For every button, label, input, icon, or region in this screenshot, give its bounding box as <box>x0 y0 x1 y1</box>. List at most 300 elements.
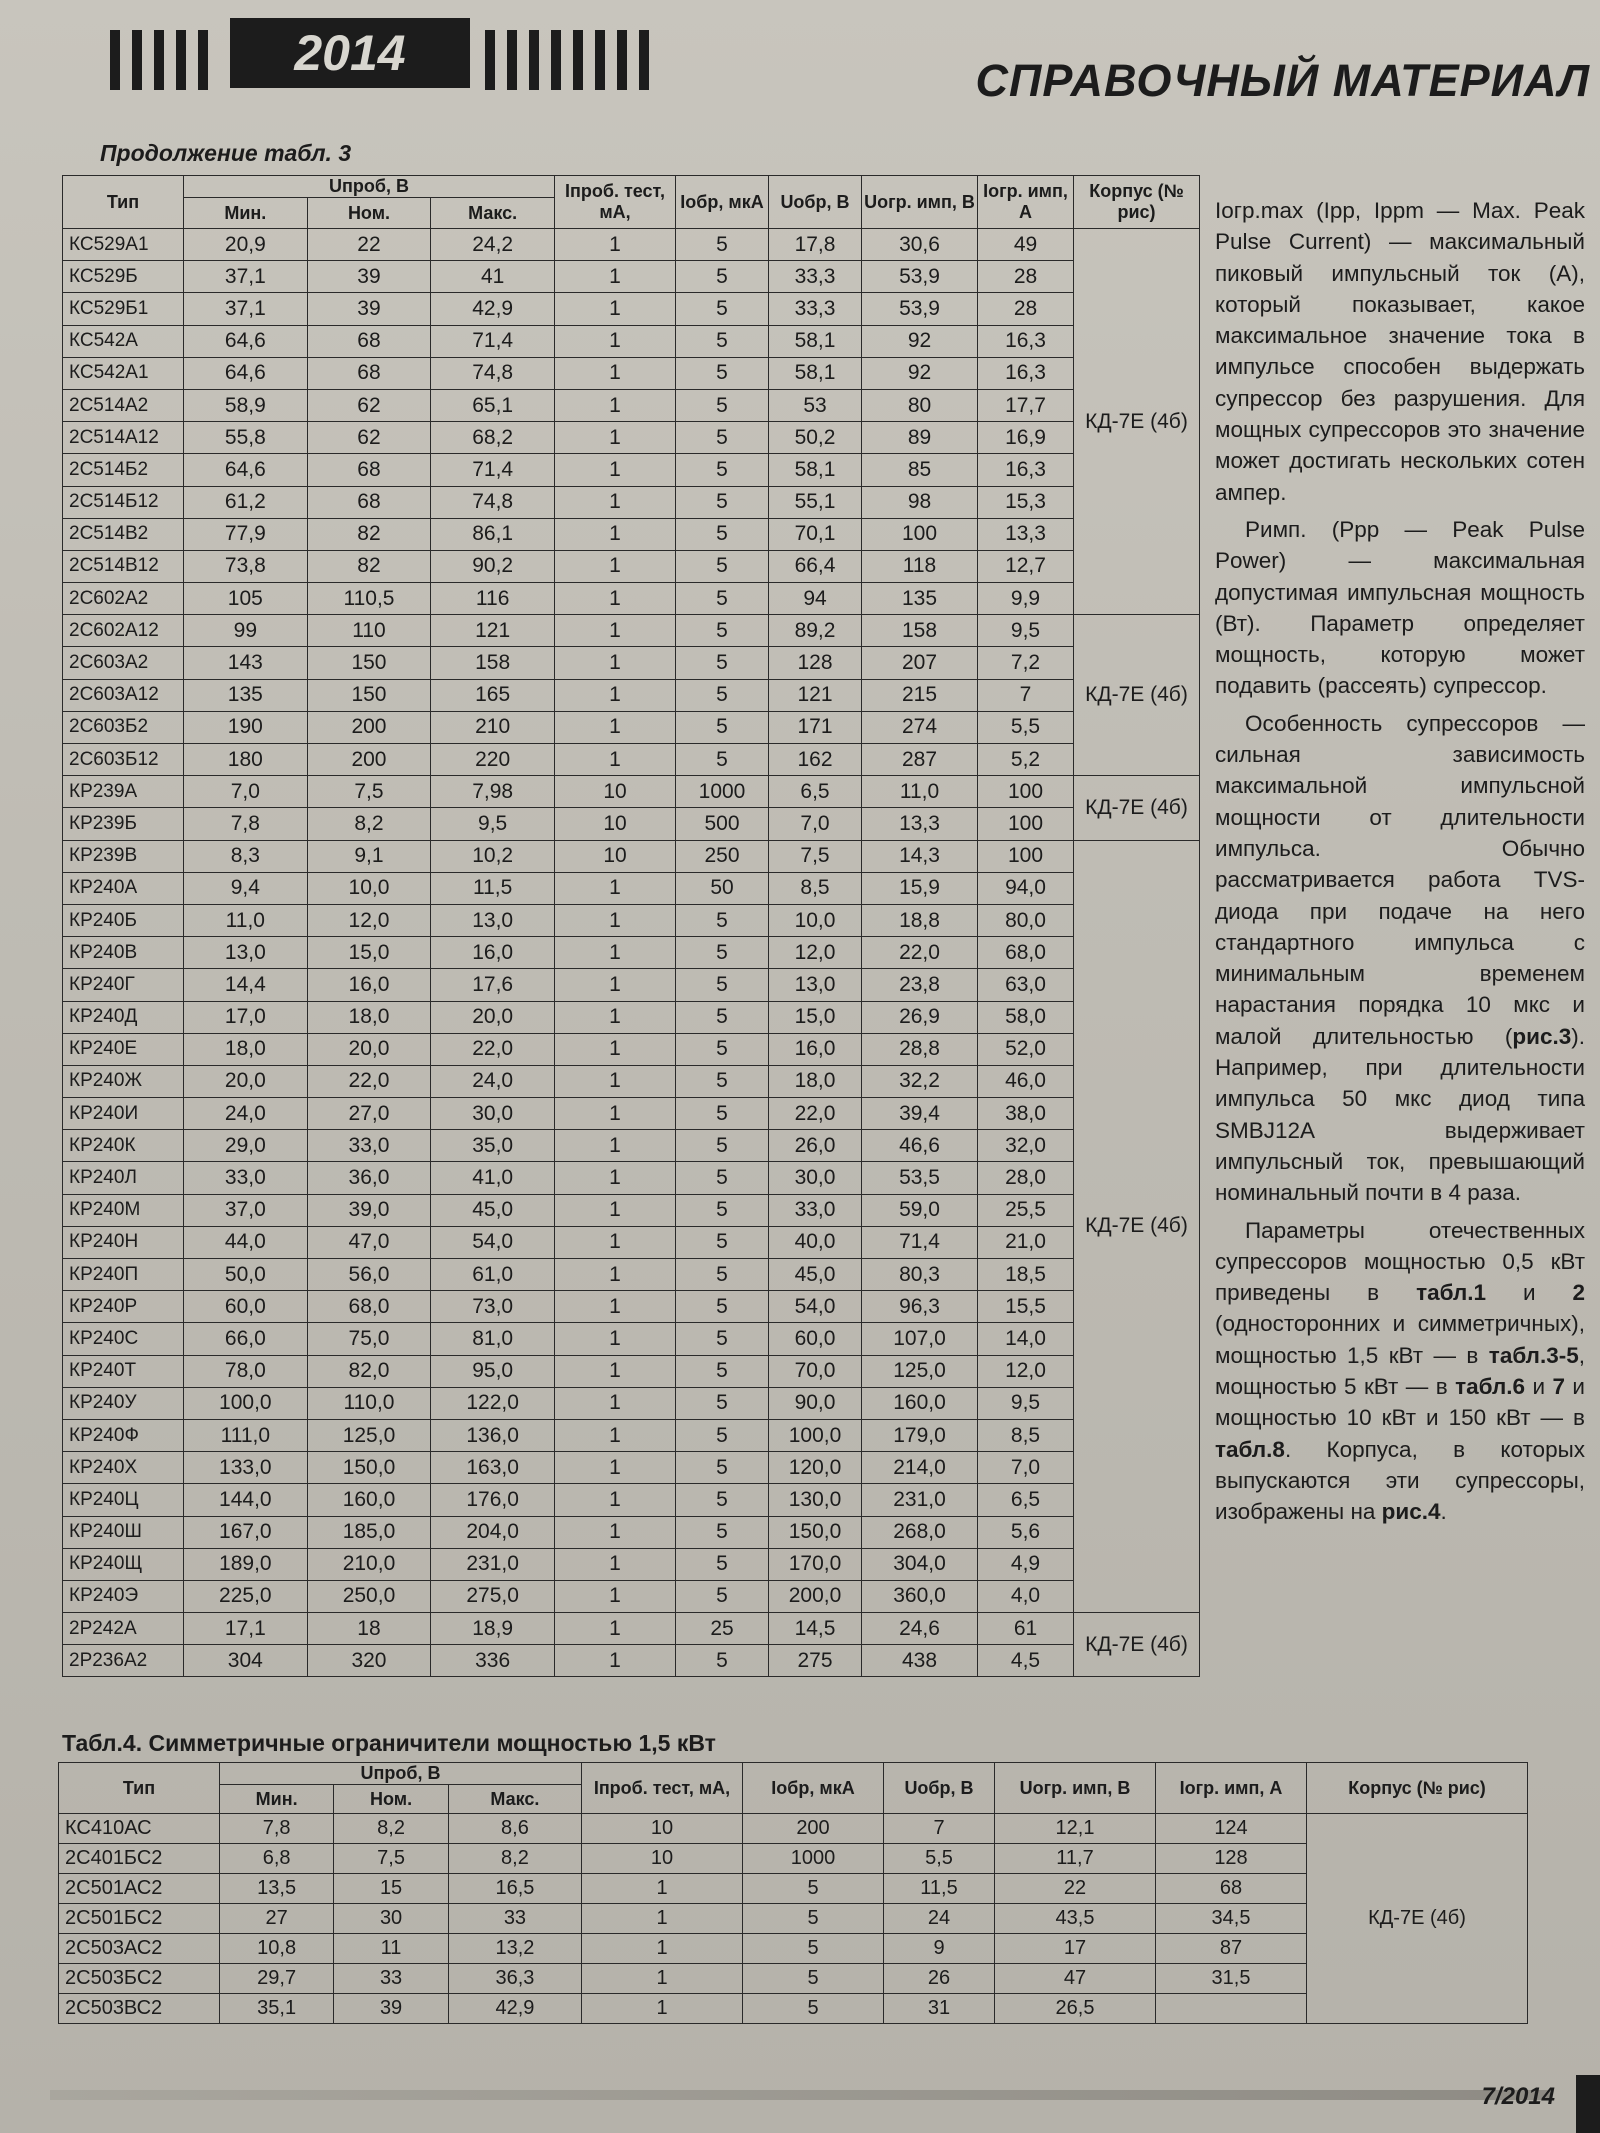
cell-value: 5 <box>676 1065 769 1097</box>
cell-value: 74,8 <box>431 357 555 389</box>
cell-value: 5 <box>676 293 769 325</box>
text-span: и <box>1486 1280 1573 1306</box>
cell-value: 7 <box>884 1814 995 1844</box>
cell-value: 7 <box>978 679 1074 711</box>
table-row <box>63 1484 1200 1516</box>
cell-value: 9,1 <box>307 840 431 872</box>
cell-value: 26,0 <box>769 1130 862 1162</box>
table-row <box>63 1452 1200 1484</box>
cell-value: 320 <box>307 1645 431 1677</box>
cell-value: 210,0 <box>307 1548 431 1580</box>
table3 <box>62 175 1200 1677</box>
cell-value: 37,1 <box>184 261 308 293</box>
cell-value: 7,5 <box>769 840 862 872</box>
cell-value: 58,9 <box>184 389 308 421</box>
table-row <box>63 1419 1200 1451</box>
cell-value <box>1156 1994 1307 2024</box>
issue-number: 7/2014 <box>1481 2083 1555 2110</box>
cell-value: 64,6 <box>184 325 308 357</box>
table-row <box>63 1033 1200 1065</box>
cell-value: 18,0 <box>184 1033 308 1065</box>
cell-value: 60,0 <box>184 1291 308 1323</box>
cell-value: 5 <box>676 1387 769 1419</box>
cell-value: 16,3 <box>978 357 1074 389</box>
cell-type: КР240М <box>63 1194 184 1226</box>
cell-value: 167,0 <box>184 1516 308 1548</box>
table-row <box>63 518 1200 550</box>
cell-value: 5 <box>676 229 769 261</box>
cell-value: 90,0 <box>769 1387 862 1419</box>
side-paragraph-3 <box>1215 708 1585 1209</box>
cell-value: 89 <box>862 422 978 454</box>
cell-value: 250,0 <box>307 1580 431 1612</box>
cell-value: 150 <box>307 647 431 679</box>
table-row <box>63 1194 1200 1226</box>
cell-value: 23,8 <box>862 969 978 1001</box>
cell-value: 65,1 <box>431 389 555 421</box>
table-row <box>63 1259 1200 1291</box>
cell-value: 18 <box>307 1613 431 1645</box>
cell-value: 5 <box>676 357 769 389</box>
cell-value: 62 <box>307 422 431 454</box>
cell-value: 44,0 <box>184 1226 308 1258</box>
cell-value: 1 <box>555 711 676 743</box>
cell-value: 6,5 <box>978 1484 1074 1516</box>
cell-value: 26,5 <box>995 1994 1156 2024</box>
cell-value: 11 <box>334 1934 449 1964</box>
cell-value: 7,0 <box>184 776 308 808</box>
cell-value: 5 <box>676 904 769 936</box>
cell-value: 15,3 <box>978 486 1074 518</box>
col-uprob: Uпроб, В <box>184 176 555 198</box>
cell-value: 66,4 <box>769 550 862 582</box>
cell-value: 90,2 <box>431 550 555 582</box>
cell-type: 2С603А12 <box>63 679 184 711</box>
cell-type: КР240Ц <box>63 1484 184 1516</box>
col-iobr: Iобр, мкА <box>676 176 769 229</box>
table-row <box>63 1580 1200 1612</box>
cell-value: 7,5 <box>307 776 431 808</box>
cell-value: 52,0 <box>978 1033 1074 1065</box>
cell-value: 56,0 <box>307 1259 431 1291</box>
cell-type: КС410АС <box>59 1814 220 1844</box>
cell-value: 225,0 <box>184 1580 308 1612</box>
cell-value: 200,0 <box>769 1580 862 1612</box>
cell-value: 92 <box>862 325 978 357</box>
cell-value: 1 <box>555 904 676 936</box>
cell-type: 2С514Б12 <box>63 486 184 518</box>
cell-value: 16,0 <box>431 937 555 969</box>
cell-value: 50,0 <box>184 1259 308 1291</box>
cell-value: 1 <box>555 1130 676 1162</box>
cell-type: 2С501БС2 <box>59 1904 220 1934</box>
table4 <box>58 1762 1528 2024</box>
cell-value: 32,0 <box>978 1130 1074 1162</box>
cell-value: 231,0 <box>431 1548 555 1580</box>
cell-value: 61,2 <box>184 486 308 518</box>
cell-value: 158 <box>862 615 978 647</box>
cell-value: 4,9 <box>978 1548 1074 1580</box>
cell-case: КД-7Е (4б) <box>1074 776 1200 840</box>
cell-value: 18,9 <box>431 1613 555 1645</box>
cell-value: 17,8 <box>769 229 862 261</box>
col-max: Макс. <box>448 1785 581 1814</box>
cell-value: 1 <box>582 1874 743 1904</box>
text-span: ). Например, при длительности импульса 50 мкс диод типа SMBJ12A выдерживает импульсный ток, превышающий номинальный почти в 4 раза. <box>1215 1023 1585 1206</box>
cell-case: КД-7Е (4б) <box>1074 840 1200 1613</box>
cell-value: 26,9 <box>862 1001 978 1033</box>
cell-value: 179,0 <box>862 1419 978 1451</box>
cell-value: 1000 <box>743 1844 884 1874</box>
cell-type: 2С603Б2 <box>63 711 184 743</box>
cell-value: 55,1 <box>769 486 862 518</box>
col-type: Тип <box>63 176 184 229</box>
cell-type: 2С602А2 <box>63 583 184 615</box>
cell-value: 5 <box>676 969 769 1001</box>
cell-value: 105 <box>184 583 308 615</box>
cell-value: 47,0 <box>307 1226 431 1258</box>
cell-value: 43,5 <box>995 1904 1156 1934</box>
cell-value: 13,5 <box>220 1874 334 1904</box>
cell-value: 37,1 <box>184 293 308 325</box>
cell-value: 150,0 <box>307 1452 431 1484</box>
cell-value: 1 <box>555 1548 676 1580</box>
cell-type: КР240Ф <box>63 1419 184 1451</box>
col-uprob: Uпроб, В <box>220 1763 582 1785</box>
cell-value: 33,3 <box>769 293 862 325</box>
cell-value: 53,9 <box>862 261 978 293</box>
cell-value: 5 <box>676 711 769 743</box>
col-uobr: Uобр, В <box>884 1763 995 1814</box>
cell-value: 190 <box>184 711 308 743</box>
cell-value: 82,0 <box>307 1355 431 1387</box>
text-span: , мощностью 5 кВт — в <box>1215 1342 1585 1399</box>
table-row <box>63 1323 1200 1355</box>
table-row <box>59 1814 1528 1844</box>
cell-value: 1 <box>555 1484 676 1516</box>
cell-value: 78,0 <box>184 1355 308 1387</box>
cell-value: 1 <box>555 1033 676 1065</box>
cell-type: 2Р242А <box>63 1613 184 1645</box>
table-row <box>63 1355 1200 1387</box>
cell-value: 30,6 <box>862 229 978 261</box>
col-iogr: Iогр. имп, А <box>1156 1763 1307 1814</box>
cell-value: 36,0 <box>307 1162 431 1194</box>
cell-value: 1 <box>555 744 676 776</box>
cell-value: 5 <box>676 1291 769 1323</box>
col-iprob: Iпроб. тест, мА, <box>555 176 676 229</box>
cell-type: КР240Ш <box>63 1516 184 1548</box>
cell-value: 133,0 <box>184 1452 308 1484</box>
text-span: и мощностью 10 кВт и 150 кВт — в <box>1215 1373 1585 1431</box>
cell-value: 5 <box>676 1419 769 1451</box>
col-uogr: Uогр. имп, В <box>995 1763 1156 1814</box>
table-row <box>63 1516 1200 1548</box>
cell-value: 13,3 <box>862 808 978 840</box>
cell-type: КР240Ж <box>63 1065 184 1097</box>
cell-value: 215 <box>862 679 978 711</box>
cell-value: 5 <box>676 1355 769 1387</box>
cell-value: 61,0 <box>431 1259 555 1291</box>
col-nom: Ном. <box>307 198 431 229</box>
col-min: Мин. <box>184 198 308 229</box>
cell-value: 5 <box>676 389 769 421</box>
table-row <box>63 454 1200 486</box>
cell-value: 11,5 <box>884 1874 995 1904</box>
cell-value: 8,2 <box>307 808 431 840</box>
cell-value: 75,0 <box>307 1323 431 1355</box>
cell-value: 1 <box>555 1065 676 1097</box>
cell-value: 53,5 <box>862 1162 978 1194</box>
table4-body <box>59 1814 1528 2024</box>
cell-type: КС529Б1 <box>63 293 184 325</box>
cell-value: 150,0 <box>769 1516 862 1548</box>
cell-value: 200 <box>307 711 431 743</box>
cell-value: 9 <box>884 1934 995 1964</box>
cell-value: 10,0 <box>769 904 862 936</box>
cell-value: 7,0 <box>769 808 862 840</box>
table-row <box>63 1130 1200 1162</box>
cell-value: 8,2 <box>448 1844 581 1874</box>
cell-value: 85 <box>862 454 978 486</box>
cell-value: 231,0 <box>862 1484 978 1516</box>
cell-value: 1 <box>555 261 676 293</box>
table-row <box>63 325 1200 357</box>
cell-value: 1 <box>582 1904 743 1934</box>
cell-value: 49 <box>978 229 1074 261</box>
cell-value: 438 <box>862 1645 978 1677</box>
cell-value: 5 <box>676 1033 769 1065</box>
cell-value: 5 <box>676 325 769 357</box>
cell-type: КС542А <box>63 325 184 357</box>
cell-value: 5 <box>676 583 769 615</box>
cell-value: 77,9 <box>184 518 308 550</box>
cell-type: КР240А <box>63 872 184 904</box>
cell-value: 24,0 <box>184 1098 308 1130</box>
table-ref: табл.6 <box>1455 1373 1526 1399</box>
cell-value: 20,9 <box>184 229 308 261</box>
cell-value: 5 <box>743 1964 884 1994</box>
page-corner-tab <box>1576 2075 1600 2133</box>
col-case: Корпус (№ рис) <box>1307 1763 1528 1814</box>
cell-value: 100 <box>978 840 1074 872</box>
cell-case: КД-7Е (4б) <box>1307 1814 1528 2024</box>
cell-value: 22 <box>307 229 431 261</box>
cell-value: 89,2 <box>769 615 862 647</box>
cell-value: 176,0 <box>431 1484 555 1516</box>
cell-value: 14,0 <box>978 1323 1074 1355</box>
cell-value: 55,8 <box>184 422 308 454</box>
cell-value: 98 <box>862 486 978 518</box>
cell-value: 1 <box>555 518 676 550</box>
cell-value: 5 <box>676 1259 769 1291</box>
col-iogr: Iогр. имп, А <box>978 176 1074 229</box>
cell-value: 82 <box>307 518 431 550</box>
table-row <box>63 357 1200 389</box>
cell-value: 12,0 <box>769 937 862 969</box>
cell-value: 1 <box>555 1613 676 1645</box>
cell-value: 5 <box>743 1904 884 1934</box>
cell-value: 111,0 <box>184 1419 308 1451</box>
cell-type: КР240Г <box>63 969 184 1001</box>
table-row <box>63 550 1200 582</box>
col-uogr: Uогр. имп, В <box>862 176 978 229</box>
cell-value: 12,0 <box>307 904 431 936</box>
cell-type: 2С603Б12 <box>63 744 184 776</box>
cell-value: 30,0 <box>431 1098 555 1130</box>
cell-value: 64,6 <box>184 454 308 486</box>
cell-value: 100 <box>978 776 1074 808</box>
cell-value: 30,0 <box>769 1162 862 1194</box>
cell-value: 8,5 <box>769 872 862 904</box>
cell-value: 82 <box>307 550 431 582</box>
cell-value: 68,2 <box>431 422 555 454</box>
cell-value: 5 <box>676 1226 769 1258</box>
cell-value: 39 <box>307 293 431 325</box>
table-row <box>63 1162 1200 1194</box>
cell-value: 59,0 <box>862 1194 978 1226</box>
table-ref: табл.3-5 <box>1488 1342 1579 1368</box>
cell-value: 35,0 <box>431 1130 555 1162</box>
cell-type: КР240Л <box>63 1162 184 1194</box>
cell-value: 118 <box>862 550 978 582</box>
cell-value: 135 <box>184 679 308 711</box>
cell-value: 9,5 <box>978 1387 1074 1419</box>
cell-type: 2С503ВС2 <box>59 1994 220 2024</box>
text-span: Особенность супрессоров — сильная зависимость максимальной импульсной мощности от длительности импульса. Обычно рассматривается работа TVS-диода при подаче на него стандартного импульса с минимальным временем нарастания порядка 10 мкс и малой длительностью ( <box>1215 710 1585 1049</box>
table-row <box>63 1291 1200 1323</box>
cell-value: 12,0 <box>978 1355 1074 1387</box>
cell-value: 210 <box>431 711 555 743</box>
cell-type: 2С514В2 <box>63 518 184 550</box>
cell-type: КР240Т <box>63 1355 184 1387</box>
cell-value: 54,0 <box>769 1291 862 1323</box>
section-title: СПРАВОЧНЫЙ МАТЕРИАЛ <box>975 55 1590 106</box>
cell-value: 45,0 <box>431 1194 555 1226</box>
cell-value: 18,0 <box>769 1065 862 1097</box>
cell-value: 68,0 <box>307 1291 431 1323</box>
cell-value: 5 <box>676 1516 769 1548</box>
cell-value: 16,5 <box>448 1874 581 1904</box>
cell-value: 9,4 <box>184 872 308 904</box>
cell-value: 68,0 <box>978 937 1074 969</box>
cell-value: 21,0 <box>978 1226 1074 1258</box>
figure-ref: рис.3 <box>1512 1023 1572 1049</box>
cell-value: 5 <box>676 550 769 582</box>
cell-type: КР240Р <box>63 1291 184 1323</box>
table-row <box>63 711 1200 743</box>
cell-value: 5 <box>676 1194 769 1226</box>
col-max: Макс. <box>431 198 555 229</box>
cell-value: 220 <box>431 744 555 776</box>
cell-type: КР240К <box>63 1130 184 1162</box>
cell-value: 5 <box>676 1484 769 1516</box>
cell-value: 15,9 <box>862 872 978 904</box>
cell-value: 28 <box>978 293 1074 325</box>
cell-value: 1 <box>555 1001 676 1033</box>
cell-value: 10 <box>555 776 676 808</box>
cell-value: 1 <box>555 969 676 1001</box>
cell-type: КР240П <box>63 1259 184 1291</box>
cell-value: 17 <box>995 1934 1156 1964</box>
cell-value: 8,3 <box>184 840 308 872</box>
cell-value: 24,0 <box>431 1065 555 1097</box>
cell-value: 1 <box>555 1580 676 1612</box>
cell-value: 10 <box>555 840 676 872</box>
cell-value: 33,0 <box>184 1162 308 1194</box>
table-row <box>63 583 1200 615</box>
cell-value: 5 <box>676 679 769 711</box>
cell-value: 360,0 <box>862 1580 978 1612</box>
cell-value: 122,0 <box>431 1387 555 1419</box>
table-row <box>63 744 1200 776</box>
cell-value: 40,0 <box>769 1226 862 1258</box>
cell-type: КР240Б <box>63 904 184 936</box>
cell-value: 110 <box>307 615 431 647</box>
cell-value: 50 <box>676 872 769 904</box>
col-nom: Ном. <box>334 1785 449 1814</box>
cell-value: 46,0 <box>978 1065 1074 1097</box>
cell-value: 41 <box>431 261 555 293</box>
cell-type: КР240Х <box>63 1452 184 1484</box>
cell-value: 32,2 <box>862 1065 978 1097</box>
cell-value: 120,0 <box>769 1452 862 1484</box>
text-span: Параметры отечественных супрессоров мощностью 0,5 кВт приведены в <box>1215 1217 1585 1306</box>
table-row <box>63 776 1200 808</box>
cell-value: 336 <box>431 1645 555 1677</box>
cell-value: 7,0 <box>978 1452 1074 1484</box>
cell-value: 33,3 <box>769 261 862 293</box>
cell-value: 8,2 <box>334 1814 449 1844</box>
cell-value: 5 <box>676 937 769 969</box>
cell-value: 42,9 <box>448 1994 581 2024</box>
cell-value: 70,0 <box>769 1355 862 1387</box>
cell-value: 1 <box>555 1259 676 1291</box>
cell-type: КР239А <box>63 776 184 808</box>
table-ref: табл.8 <box>1215 1436 1285 1462</box>
cell-value: 170,0 <box>769 1548 862 1580</box>
cell-value: 5 <box>676 422 769 454</box>
cell-value: 1 <box>555 454 676 486</box>
table-row <box>63 1226 1200 1258</box>
cell-value: 25,5 <box>978 1194 1074 1226</box>
cell-value: 5 <box>676 1098 769 1130</box>
table-row <box>63 969 1200 1001</box>
cell-value: 17,7 <box>978 389 1074 421</box>
cell-value: 7,8 <box>220 1814 334 1844</box>
cell-value: 47 <box>995 1964 1156 1994</box>
cell-value: 35,1 <box>220 1994 334 2024</box>
table-row <box>63 1001 1200 1033</box>
cell-value: 1 <box>555 1098 676 1130</box>
cell-value: 16,0 <box>769 1033 862 1065</box>
cell-value: 1 <box>555 293 676 325</box>
cell-value: 22,0 <box>862 937 978 969</box>
cell-type: КР240Э <box>63 1580 184 1612</box>
cell-value: 96,3 <box>862 1291 978 1323</box>
cell-value: 5 <box>676 1323 769 1355</box>
cell-value: 73,0 <box>431 1291 555 1323</box>
cell-value: 5 <box>676 744 769 776</box>
cell-value: 58,1 <box>769 357 862 389</box>
table-row <box>63 872 1200 904</box>
cell-type: 2С501АС2 <box>59 1874 220 1904</box>
cell-value: 10 <box>582 1814 743 1844</box>
cell-value: 5 <box>676 1645 769 1677</box>
cell-value: 121 <box>431 615 555 647</box>
cell-type: КР240И <box>63 1098 184 1130</box>
cell-value: 162 <box>769 744 862 776</box>
